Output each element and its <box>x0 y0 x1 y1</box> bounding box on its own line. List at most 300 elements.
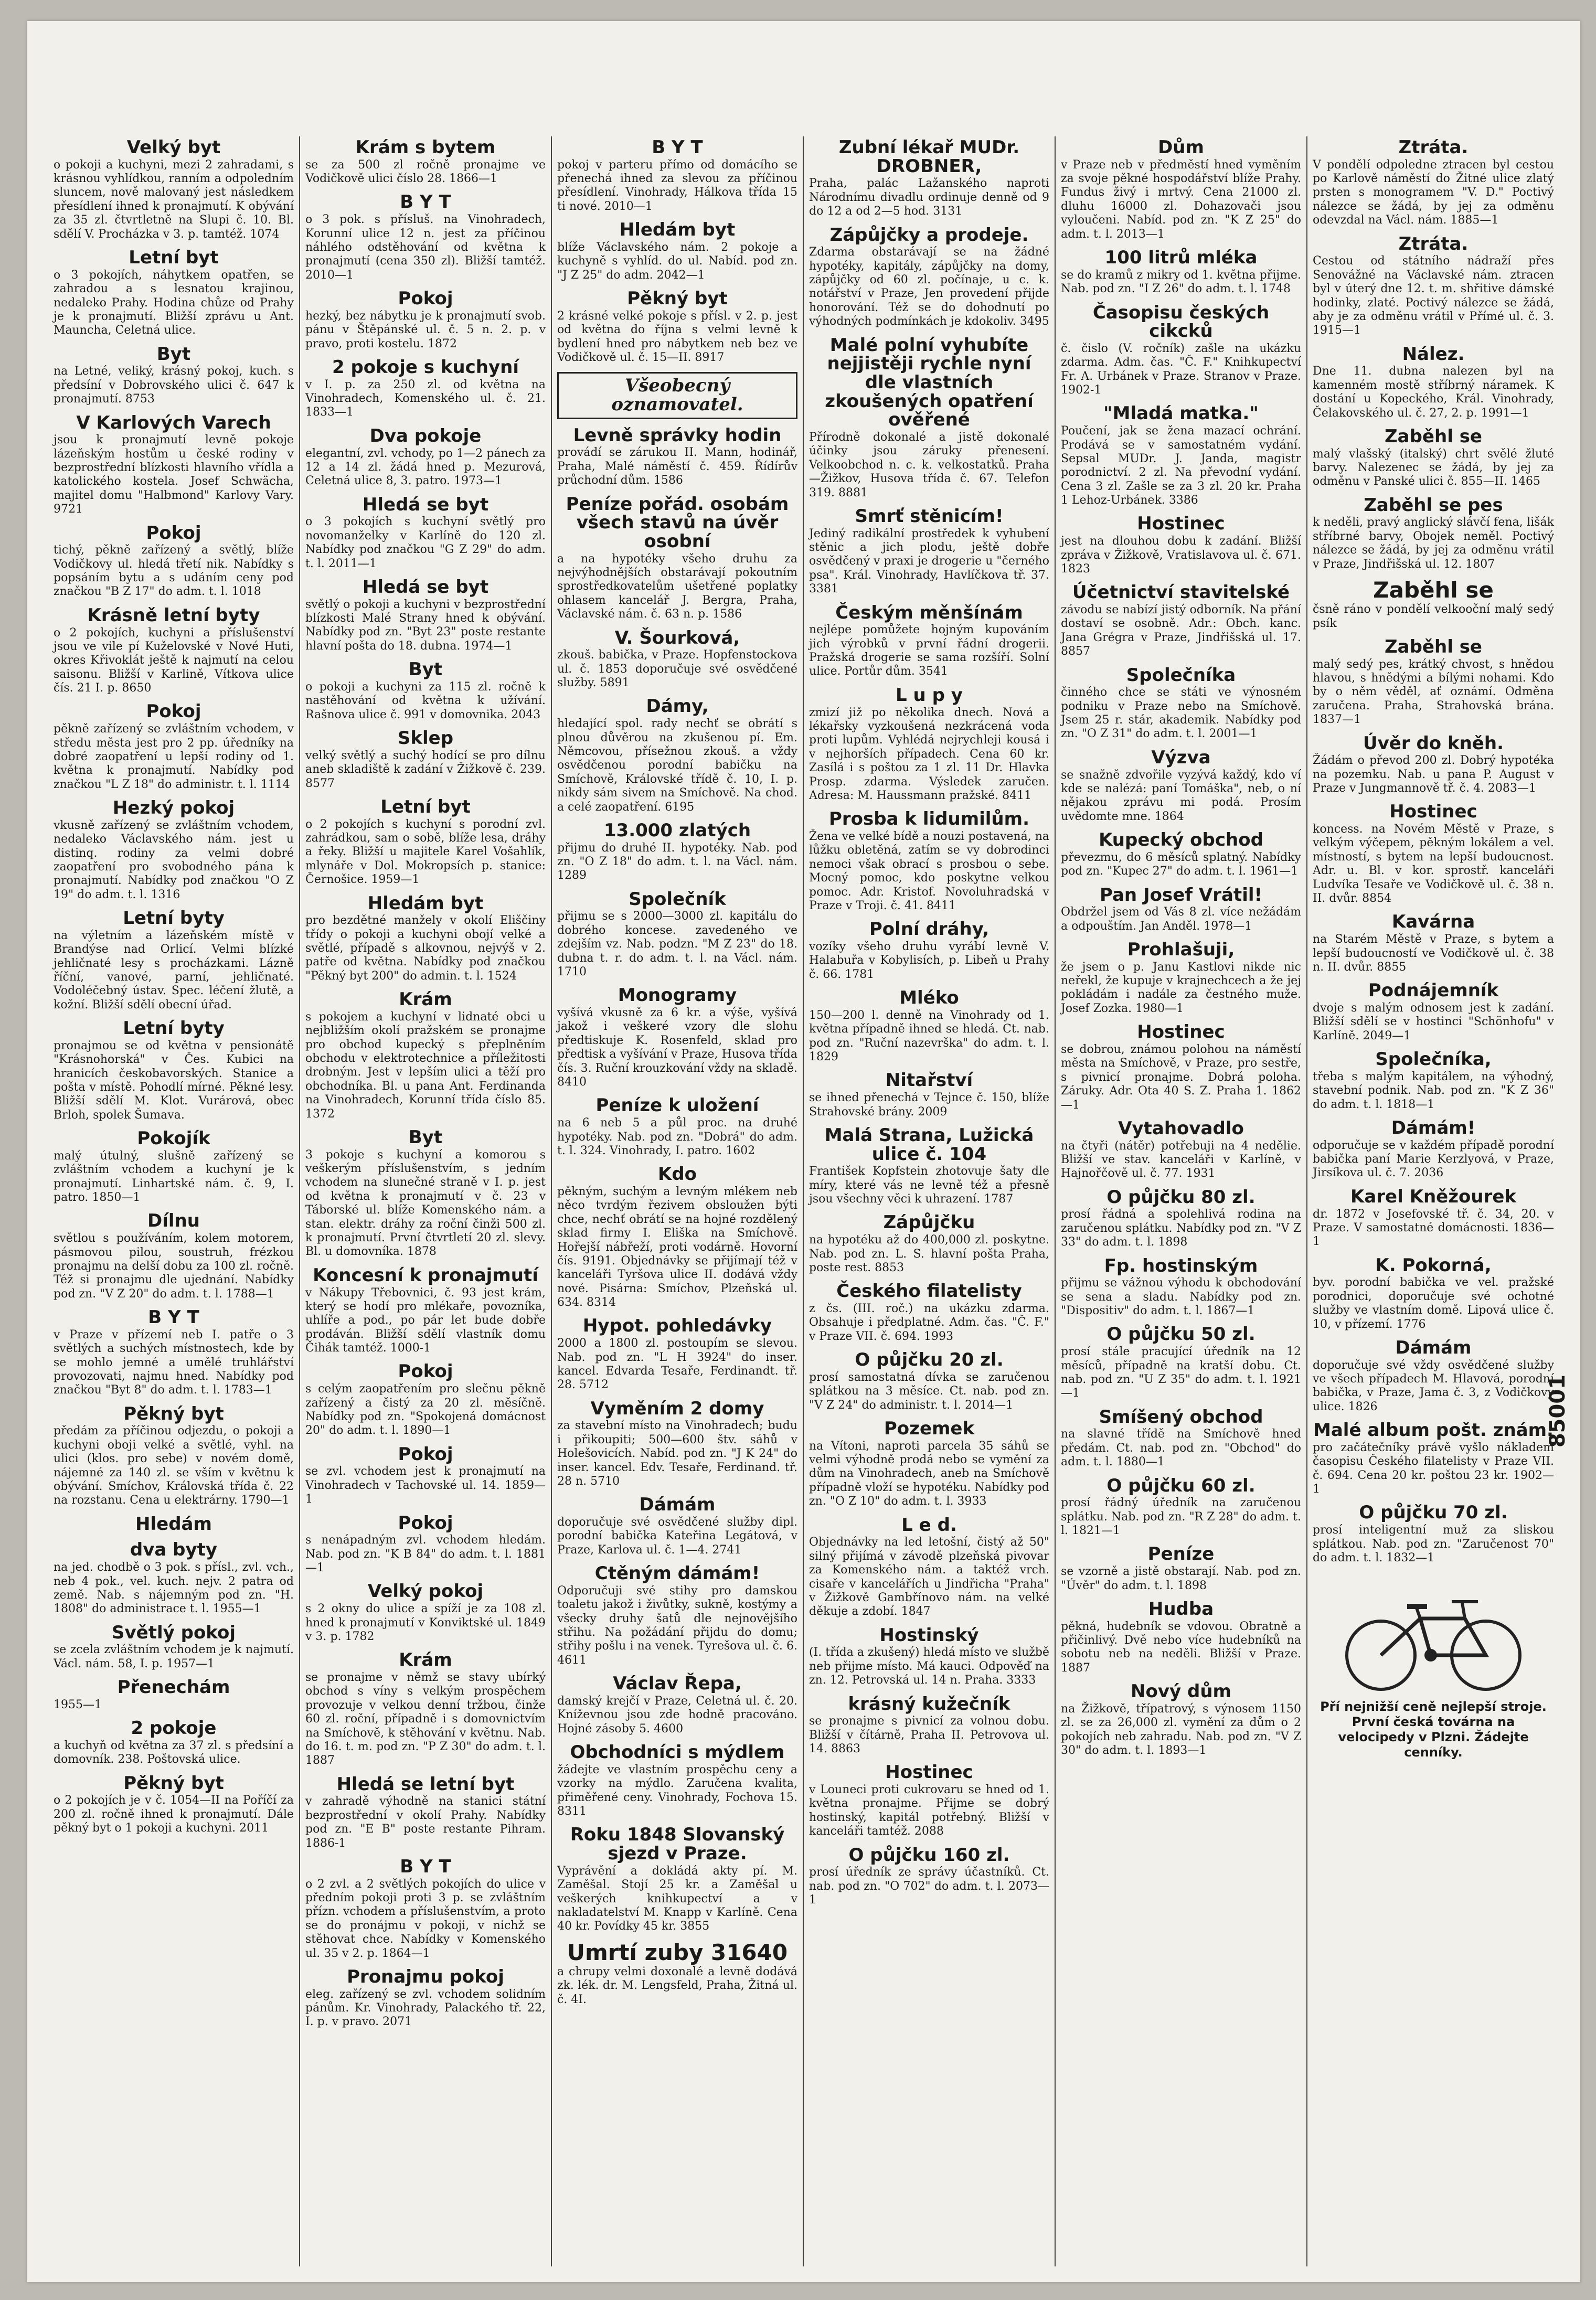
classified-ad <box>809 989 1049 1064</box>
ad-heading: Peníze <box>1147 1543 1215 1565</box>
ad-text: Obdržel jsem od Vás 8 zl. více nežádám a odpouštím. Jan Anděl. 1978—1 <box>1061 906 1301 933</box>
ad-heading: V. Šourková, <box>614 627 740 648</box>
ad-text: převezmu, do 6 měsíců splatný. Nabídky pod zn. "Kupec 27" do adm. t. l. 1961—1 <box>1061 850 1301 878</box>
classified-ad <box>557 1317 797 1392</box>
ad-heading: Pozemek <box>884 1418 975 1440</box>
classified-ad <box>305 1514 546 1575</box>
ad-text: přijmu se vážnou výhodu k obchodování se sena a sladu. Nabídky pod zn. "Dispositiv" do adm. t. l. 1867—1 <box>1061 1276 1301 1318</box>
ad-text: na slavné třídě na Smíchově hned předám. Ct. nab. pod zn. "Obchod" do adm. t. l. 1880—1 <box>1061 1428 1301 1469</box>
ad-heading: B Y T <box>400 1856 451 1877</box>
ad-heading: Pokoj <box>398 288 453 310</box>
classified-ad <box>1061 1023 1301 1112</box>
ad-heading: Hledám byt <box>619 219 736 241</box>
classified-ad <box>1313 235 1554 338</box>
classified-ad <box>305 1858 546 1961</box>
ad-text: a kuchyň od května za 37 zl. s předsíní a domovník. 238. Poštovská ulice. <box>54 1739 294 1766</box>
ad-heading: Ztráta. <box>1398 233 1469 254</box>
ad-text: o 3 pokojích, náhytkem opatřen, se zahradou a s lesnatou krajinou, nedaleko Prahy. Hodina chůze od Prahy je k pronajmutí. Bližší zprávu u Ant. Mauncha, Celetná ulice. <box>54 268 294 337</box>
ad-heading: Umrtí zuby 31640 <box>567 1939 788 1965</box>
classified-ad <box>1313 1421 1554 1496</box>
classified-ad <box>1061 1477 1301 1538</box>
ad-text: dr. 1872 v Josefovské tř. č. 34, 20. v Praze. V samostatné domácnosti. 1836—1 <box>1313 1207 1554 1249</box>
ad-text: Pří nejnižší ceně nejlepší stroje. První česká továrna na velocipedy v Plzni. Žádejte cenníky. <box>1320 1699 1547 1760</box>
ad-heading: Sklep <box>397 728 454 749</box>
ad-text: nejlépe pomůžete hojným kupováním jich výrobků v první řádní drogerii. Pražská drogerie se sama rozšíří. Solní ulice. Portůr dům. 3541 <box>809 623 1049 678</box>
ad-text: koncess. na Novém Městě v Praze, s velkým výčepem, pěkným lokálem a vel. místností, s bytem na lepší budoucnost. Adr. u. Bl. v kor. sprostř. kanceláři Ludvíka Tesaře ve Vodičkově ul. č. 38 n. II. dvůr. 8854 <box>1313 823 1554 906</box>
column-4 <box>804 136 1056 2266</box>
column-6 <box>1307 136 1559 2266</box>
classified-ad <box>1313 139 1554 228</box>
ad-text: damský krejčí v Praze, Celetná ul. č. 20. Kníževnou jsou zde hodně pracováno. Hojné zásoby 5. 4600 <box>557 1694 797 1735</box>
ad-text: na Žižkově, třípatrový, s výnosem 1150 zl. se za 26,000 zl. vymění za dům o 2 pokojích neb zahradu. Nab. pod zn. "V Z 30" do adm. t. l. 1893—1 <box>1061 1702 1301 1758</box>
ad-text: elegantní, zvl. vchody, po 1—2 pánech za 12 a 14 zl. žádá hned p. Mezurová, Celetná ulice 8, 3. patro. 1973—1 <box>305 446 546 488</box>
classified-ad <box>1313 913 1554 974</box>
ad-text: vkusně zařízený se zvláštním vchodem, nedaleko Václavského nám. jest u distinq. rodiny za velmi dobré zaopatření pro svobodného pána k pronajmutí. Nabídky pod značkou "O Z 19" do adm. t. l. 1316 <box>54 818 294 901</box>
classified-ad <box>1061 1117 1301 1181</box>
classified-ad <box>809 604 1049 679</box>
ad-heading: O půjčku 20 zl. <box>855 1349 1004 1371</box>
ad-text: přijmu se s 2000—3000 zl. kapitálu do dobrého koncese. zavedeného ve zdejším vz. Nab. podzn. "M Z 23" do 18. dubna t. r. do adm. t. l. na Václ. nám. 1710 <box>557 910 797 978</box>
ad-heading: 13.000 zlatých <box>603 819 751 841</box>
classified-ad <box>1313 1050 1554 1112</box>
ad-text: o 3 pokojích s kuchyní světlý pro novomanželky v Karlíně do 120 zl. Nabídky pod značkou "G Z 29" do adm. t. l. 2011—1 <box>305 515 546 570</box>
bicycle-illustration <box>1313 1577 1554 1697</box>
classified-ad <box>1061 139 1301 241</box>
classified-ad <box>305 290 546 351</box>
ad-heading: Velký byt <box>126 137 221 158</box>
ad-text: provádí se zárukou II. Mann, hodinář, Praha, Malé náměstí č. 459. Řídírův průchodní dům. 1586 <box>557 446 797 487</box>
classified-ad <box>1061 304 1301 398</box>
ad-heading: Časopisu českých cikcků <box>1092 302 1270 342</box>
classified-ad <box>809 686 1049 803</box>
classified-ad <box>305 1651 546 1767</box>
column-3 <box>552 136 804 2266</box>
newspaper-page <box>27 21 1580 2282</box>
ad-heading: Účetnictví stavitelské <box>1072 582 1290 603</box>
classified-ad <box>1313 579 1554 631</box>
classified-ad <box>809 1213 1049 1275</box>
classified-ad <box>809 1626 1049 1688</box>
ad-text: doporučuje své vždy osvědčené služby ve všech případech M. Hlavová, porodní babička, v Praze, Jama č. 3, z Vodičkovy ulice. 1826 <box>1313 1358 1554 1413</box>
classified-ad <box>809 1763 1049 1838</box>
ad-text: Vyprávění a dokládá akty pí. M. Zaměšal. Stojí 25 kr. a Zaměšal u veškerých knihkupectví a v nakladatelství M. Knapp v Karlíně. Cena 40 kr. Povídky 45 kr. 3855 <box>557 1864 797 1933</box>
ad-text: čsně ráno v pondělí velkooční malý sedý psík <box>1313 603 1554 630</box>
classified-ad <box>1061 1257 1301 1318</box>
ad-text: o 2 zvl. a 2 světlých pokojích do ulice v předním pokoji proti 3 p. se zvláštním přízn. vchodem a příslušenstvím, a proto se do pronájmu v pokoji, v nichž se stěhovat chce. Nabídky v Komenského ul. 35 v 2. p. 1864—1 <box>305 1877 546 1960</box>
ad-text: se snažně zdvořile vyzývá každý, kdo ví kde se nalézá: paní Tomáška", neb, o ní nějakou zprávu mi podá. Prosím uvědomte mne. 1864 <box>1061 768 1301 823</box>
classified-ad <box>305 1266 546 1356</box>
classified-ad <box>54 1212 294 1301</box>
ad-text: prosí samostatná dívka se zaručenou splátkou na 3 měsíce. Ct. nab. pod zn. "V Z 24" do administr. t. l. 2014—1 <box>809 1370 1049 1412</box>
classified-ad <box>54 1774 294 1836</box>
ad-heading: Hledám <box>135 1513 212 1535</box>
ad-heading: Pokoj <box>398 1512 453 1534</box>
ad-text: Objednávky na led letošní, čistý až 50" silný přijímá v závodě plzeňská pivovar za Komenského nám. a taktéž vrch. cisaře v kancelářích u Jindřicha "Praha" v Žižkově Gambřínovo nám. na velké děkuje a zdobí. 1847 <box>809 1536 1049 1618</box>
ad-heading: Dámám! <box>1391 1117 1476 1139</box>
ad-heading: Malá Strana, Lužická ulice č. 104 <box>824 1124 1034 1165</box>
ad-heading: Hledám byt <box>367 892 484 914</box>
ad-heading: O půjčku 50 zl. <box>1106 1324 1255 1345</box>
ad-heading: Byt <box>408 659 443 680</box>
ad-text: v I. p. za 250 zl. od května na Vinohradech, Komenského ul. č. 21. 1833—1 <box>305 378 546 419</box>
ad-heading: O půjčku 70 zl. <box>1359 1502 1508 1524</box>
ad-heading: Koncesní k pronajmutí <box>313 1264 538 1286</box>
classified-ad <box>809 1695 1049 1756</box>
ad-text: na Starém Městě v Praze, s bytem a lepší budoucností ve Vodičkově ul. č. 38 n. II. dvůr. 8855 <box>1313 933 1554 974</box>
classified-ad <box>1061 886 1301 933</box>
ad-heading: Byt <box>408 1127 443 1148</box>
ad-heading: Peníze pořád. osobám všech stavů na úvěr osobní <box>566 493 789 552</box>
ad-heading: Pokoj <box>398 1361 453 1382</box>
ad-heading: Hledá se byt <box>362 576 489 598</box>
ad-text: prosí stále pracující úředník na 12 měsíců, případně na kratší dobu. Ct. nab. pod zn. "U Z 35" do adm. t. l. 1921—1 <box>1061 1345 1301 1400</box>
classified-ad <box>809 507 1049 597</box>
ad-heading: Fp. hostinským <box>1104 1255 1258 1276</box>
classified-ad <box>305 892 546 984</box>
ad-heading: Pan Josef Vrátil! <box>1099 884 1263 906</box>
classified-ad <box>809 810 1049 913</box>
classified-ad <box>1313 1572 1554 1760</box>
classified-ad <box>557 629 797 690</box>
classified-ad <box>557 1941 797 2007</box>
ad-heading: Nález. <box>1402 343 1465 365</box>
column-2 <box>300 136 552 2266</box>
ad-text: dvoje s malým odnosem jest k zadání. Bližší sdělí se v hostinci "Schönhofu" v Karlíně. 2049—1 <box>1313 1001 1554 1042</box>
ad-text: Žena ve velké bídě a nouzi postavená, na lůžku obletěná, zatím se vy dobrodinci nemoci však obrací s prosbou o sebe. Mocný pomoc, kdo poskytne velkou pomoc. Adr. Kristof. Novoluhradská v Praze v Troji. č. 41. 8411 <box>809 829 1049 912</box>
ad-text: zmizí již po několika dnech. Nová a lékařsky vyzkoušená nezkrácená voda proti lupům. Vyhlédá nejrychleji kousá i v nejhorších případech. Cena 60 kr. Zasílá i s poštou za 1 zl. 11 Dr. Hlavka Prosp. zdarma. Výsledek zaručen. Adresa: M. Haussmann pražské. 8411 <box>809 706 1049 802</box>
ad-text: 2 krásné velké pokoje s přísl. v 2. p. jest od května do října s velmi levně k bydlení hned pro nábytkem neb bez ve Vodičkově ul. č. 15—II. 8917 <box>557 309 797 364</box>
ad-heading: Dům <box>1158 137 1204 158</box>
ad-heading: Smrť stěnicím! <box>855 505 1004 527</box>
ad-text: světlou s používáním, kolem motorem, pásmovou pilou, soustruh, frézkou pronajmu na delší dobu za 100 zl. ročně. Též si pronajmu dle ujednání. Nabídky pod zn. "V Z 20" do adm. t. l. 1788—1 <box>54 1232 294 1301</box>
ad-heading: Hostinec <box>1389 801 1477 823</box>
ad-text: hledající spol. rady nechť se obrátí s plnou důvěrou na zkušenou pí. Em. Němcovou, přísežnou zkouš. a vždy osvědčenou porodní babičku na Smíchově, Královské třídě č. 10, I. p. nikdy sám sivem na Smíchově. Na chod. a celé zaopatření. 6195 <box>557 717 797 814</box>
ad-heading: 2 pokoje <box>131 1718 217 1739</box>
ad-heading: Kdo <box>657 1164 697 1185</box>
ad-text: č. čislo (V. ročník) zašle na ukázku zdarma. Adm. čas. "Č. F." Knihkupectví Fr. A. Urbánek v Praze. Stranov v Praze. 1902-1 <box>1061 342 1301 397</box>
ad-text: (I. třída a zkušený) hledá místo ve službě neb přijme místo. Má kauci. Odpověď na zn. 12. Petrovská ul. 14 n. Praha. 3333 <box>809 1646 1049 1687</box>
classified-ad <box>1313 1119 1554 1180</box>
ad-text: se do kramů z mikry od 1. května přijme. Nab. pod zn. "I Z 26" do adm. t. l. 1748 <box>1061 268 1301 296</box>
classified-ad <box>557 372 797 419</box>
ad-text: Praha, palác Lažanského naproti Národnímu divadlu ordinuje denně od 9 do 12 a od 2—5 hod. 3131 <box>809 177 1049 218</box>
ad-text: pokoj v parteru přímo od domácího se přenechá ihned za slevou za příčinou přesídlení. Vinohrady, Hálkova třída 15 ti nové. 2010—1 <box>557 158 797 213</box>
ad-text: František Kopfstein zhotovuje šaty dle míry, které vás ne levně též a přesně jsou všechny věci k uhrazení. 1787 <box>809 1165 1049 1206</box>
classified-ad <box>1061 404 1301 507</box>
ad-heading: O půjčku 80 zl. <box>1106 1186 1255 1208</box>
ad-text: pěkná, hudebník se vdovou. Obratně a přičinlivý. Dvě nebo více hudebníků na sobotu neb na neděli. Bližší v Praze. 1887 <box>1061 1620 1301 1675</box>
classified-ad <box>305 358 546 420</box>
classified-ad <box>809 920 1049 982</box>
ad-heading: Zaběhl se <box>1385 425 1482 447</box>
ad-heading: Dílnu <box>147 1210 200 1232</box>
classified-ad <box>1313 425 1554 489</box>
classified-ad <box>1061 1408 1301 1470</box>
ad-heading: Peníze k uložení <box>595 1095 759 1116</box>
ad-text: Cestou od státního nádraží přes Senovážné na Václavské nám. ztracen byl v úterý dne 12. t. m. shřitive dámské hodinky, zlaté. Poctivý nálezce se žádá, aby je za odměnu vrátil v Přímé ul. č. 3. 1915—1 <box>1313 254 1554 337</box>
classified-ad <box>809 226 1049 329</box>
ad-text: o 3 pok. s přísluš. na Vinohradech, Korunní ulice 12 n. jest za příčinou náhlého odstěhování od května k pronajmutí (cena 350 zl). Bližší tamtéž. 2010—1 <box>305 213 546 282</box>
ad-heading: Roku 1848 Slovanský sjezd v Praze. <box>570 1824 785 1865</box>
classified-ad <box>54 1624 294 1671</box>
classified-ad <box>1313 1339 1554 1414</box>
classified-ad <box>54 1405 294 1508</box>
classified-ad <box>305 1445 546 1507</box>
classified-ad <box>54 345 294 407</box>
ad-heading: Ctěným dámám! <box>594 1563 760 1584</box>
ad-text: malý útulný, slušně zařízený se zvláštním vchodem a kuchyní je k pronajmutí. Linhartské nám. č. 9, I. patro. 1850—1 <box>54 1149 294 1205</box>
classified-ad <box>54 1515 294 1534</box>
side-number: 85001 <box>1546 1375 1570 1448</box>
classified-ad <box>557 1496 797 1557</box>
classified-ad <box>1061 666 1301 741</box>
classified-ad <box>54 1019 294 1122</box>
ad-heading: Výzva <box>1151 747 1211 768</box>
ad-text: prosí řádná a spolehlivá rodina na zaručenou splátku. Nabídky pod zn. "V Z 33" do adm. t. l. 1898 <box>1061 1208 1301 1249</box>
ad-text: jest na dlouhou dobu k zadání. Bližší zpráva v Žižkově, Vratislavova ul. č. 671. 1823 <box>1061 535 1301 576</box>
classified-ad <box>1313 1504 1554 1565</box>
ad-heading: Všeobecný oznamovatel. <box>557 372 797 419</box>
classified-ad <box>1061 941 1301 1016</box>
classified-ad <box>54 414 294 517</box>
classified-ad <box>1313 345 1554 420</box>
ad-text: k neděli, pravý anglický slávčí fena, lišák stříbrné barvy, Obojek neměl. Poctivý nálezce se žádá, by jej za odměnu vrátil v Praze, Jindřišská ul. 12. 1807 <box>1313 516 1554 571</box>
ad-text: tichý, pěkně zařízený a světlý, blíže Vodičkovy ul. hledá třetí nik. Nabídky s popsáním bytu a s udáním ceny pod značkou "B Z 17" do adm. t. l. 1018 <box>54 544 294 599</box>
classified-ad <box>1061 749 1301 824</box>
ad-heading: Levně správky hodin <box>573 424 782 446</box>
classified-ad <box>1313 1254 1554 1332</box>
ad-text: 3 pokoje s kuchyní a komorou s veškerým příslušenstvím, s jedním vchodem na slunečné straně v I. p. jest od května k pronajmutí v č. 23 v Táborské ul. blíže Komenského nám. a stan. elektr. dráhy za roční činži 500 zl. k pronajmutí. První čtvrtletí 20 zl. slevy. Bl. u domovníka. 1878 <box>305 1148 546 1259</box>
classified-ad <box>54 139 294 241</box>
ad-heading: Zápůjčky a prodeje. <box>829 224 1029 246</box>
ad-text: na čtyři (nátěr) potřebuji na 4 nedělie. Bližší ve stav. kanceláři v Karlíně, v Hajnořčově ul. č. 77. 1931 <box>1061 1139 1301 1180</box>
ad-text: s 2 okny do ulice a spíží je za 108 zl. hned k pronajmutí v Konviktské ul. 1849 v 3. p. 1782 <box>305 1602 546 1643</box>
ad-text: 150—200 l. denně na Vinohrady od 1. května případně ihned se hledá. Ct. nab. pod zn. "Ruční nazevrška" do adm. t. l. 1829 <box>809 1008 1049 1064</box>
ad-heading: Prohlašuji, <box>1127 939 1235 961</box>
ad-heading: Karel Kněžourek <box>1350 1186 1516 1207</box>
ad-text: vyšívá vkusně za 6 kr. a výše, vyšívá jakož i veškeré vzory dle slohu předtiskuje K. Rosenfeld, sklad pro předtisk a vyšívání v Praze, Husova třída čís. 3. Ruční krouzkování vždy na skladě. 8410 <box>557 1006 797 1089</box>
ad-heading: Pokoj <box>146 522 201 544</box>
ad-heading: Pokoj <box>398 1443 453 1465</box>
ad-heading: Hledá se byt <box>362 494 489 515</box>
ad-heading: Prosba k lidumilům. <box>829 808 1029 830</box>
classified-ad <box>1061 1683 1301 1758</box>
ad-text: se vzorně a jistě obstarají. Nab. pod zn. "Úvěr" do adm. t. l. 1898 <box>1061 1565 1301 1592</box>
ad-text: velký světlý a suchý hodící se pro dílnu aneb skladiště k zadání v Žižkově č. 239. 8577 <box>305 749 546 790</box>
classified-ad <box>1313 1188 1554 1249</box>
classified-ad <box>305 729 546 791</box>
ad-text: žádejte ve vlastním prospěchu ceny a vzorky na mýdlo. Zaručena kvalita, přiměřené ceny. Vinohrady, Fochova 15. 8311 <box>557 1763 797 1818</box>
classified-ad <box>1061 249 1301 296</box>
classified-ad <box>54 1678 294 1712</box>
ad-heading: B Y T <box>400 191 451 213</box>
ad-text: třeba s malým kapitálem, na výhodný, stavební podnik. Nab. pod zn. "K Z 36" do adm. t. l. 1818—1 <box>1313 1070 1554 1111</box>
ad-heading: B Y T <box>652 137 703 158</box>
classified-ad <box>557 424 797 488</box>
ad-heading: O půjčku 160 zl. <box>848 1844 1010 1866</box>
ad-text: hezký, bez nábytku je k pronajmutí svob. pánu v Štěpánské ul. č. 5 n. 2. p. v pravo, proti kostelu. 1872 <box>305 309 546 350</box>
ad-text: pěkně zařízený se zvláštním vchodem, v středu města jest pro 2 pp. úředníky na dobré zaopatření u lepší rodiny od 1. května k pronajmutí. Nabídky pod značkou "L Z 18" do administr. t. l. 1114 <box>54 722 294 791</box>
classified-ad <box>1313 638 1554 727</box>
ad-heading: L u p y <box>896 684 963 706</box>
ad-text: z čs. (III. roč.) na ukázku zdarma. Obsahuje i předplatné. Adm. čas. "Č. F." v Praze VII. č. 694. 1993 <box>809 1302 1049 1343</box>
ad-heading: O půjčku 60 zl. <box>1106 1475 1255 1496</box>
ad-text: blíže Václavského nám. 2 pokoje a kuchyně s vyhlíd. do ul. Nabíd. pod zn. "J Z 25" do adm. 2042—1 <box>557 240 797 282</box>
ad-text: na Letné, veliký, krásný pokoj, kuch. s předsíní v Dobrovského ulici č. 647 k pronajmutí. 8753 <box>54 365 294 406</box>
ad-text: byv. porodní babička ve vel. pražské porodnici, doporučuje své ochotné služby ve vlastním domě. Lipová ulice č. 10, v přízemí. 1776 <box>1313 1276 1554 1331</box>
classified-ad <box>809 1282 1049 1344</box>
ad-text: se pronajme s pivnicí za volnou dobu. Bližší v čítárně, Praha II. Petrovova ul. 14. 8863 <box>809 1715 1049 1756</box>
ad-heading: Českým měnšínám <box>835 602 1023 623</box>
ad-text: že jsem o p. Janu Kastlovi nikde nic neřekl, že kupuje v krajnechcech a že jej pokládám i nadále za čestného muže. Josef Zozka. 1980—1 <box>1061 960 1301 1015</box>
ad-text: o pokoji a kuchyni za 115 zl. ročně k nastěhování od května k užívání. Rašnova ulice č. 991 v domovnika. 2043 <box>305 680 546 721</box>
ad-text: pro bezdětné manžely v okolí Eliščiny třídy o pokoji a kuchyni obojí velké a světlé, případě s alkovnou, nejvýš v 2. patře od května. Nabídky pod značkou "Pěkný byt 200" do admin. t. l. 1524 <box>305 914 546 983</box>
classified-ad <box>557 697 797 814</box>
classified-ad <box>54 1719 294 1766</box>
ad-heading: K. Pokorná, <box>1375 1254 1492 1276</box>
ad-heading: Letní byt <box>129 247 219 269</box>
ad-text: o 2 pokojích s kuchyní s porodní zvl. zahrádkou, sam o sobě, blíže lesa, dráhy a řeky. Bližší u majitele Karel Vošahlík, mlynáře v Dol. Mokropsích p. stanice: Černošice. 1959—1 <box>305 817 546 887</box>
classified-ad <box>305 427 546 488</box>
ad-heading: Kupecký obchod <box>1099 829 1263 851</box>
ad-text: s pokojem a kuchyní v lidnaté obci u nejbližším okolí pražském se pronajme pro obchod kupecký s přeplněním obchodu v elektrotechnice a příležitosti drobným. Jest v lepším ulici a těží pro obchodníka. Bl. u pana Ant. Ferdinanda na Vinohradech, Korunní třída číslo 85. 1372 <box>305 1010 546 1121</box>
classified-ad <box>809 336 1049 500</box>
classified-ad <box>1313 982 1554 1043</box>
ad-heading: Hypot. pohledávky <box>582 1315 772 1337</box>
ad-text: odporučuje se v každém případě porodní babička paní Marie Kerzlyová, v Praze, Jirsíkova ul. č. 7. 2036 <box>1313 1138 1554 1180</box>
ad-text: na 6 neb 5 a půl proc. na druhé hypotéky. Nab. pod zn. "Dobrá" do adm. t. l. 324. Vinohrady, I. patro. 1602 <box>557 1116 797 1157</box>
classified-ad <box>809 1420 1049 1509</box>
ad-heading: Pěkný byt <box>123 1772 224 1794</box>
classified-ad <box>557 1675 797 1736</box>
ad-heading: Zaběhl se <box>1373 577 1494 603</box>
ad-heading: Hostinský <box>879 1624 979 1646</box>
ad-text: předám za příčinou odjezdu, o pokoji a kuchyni oboji velké a světlé, vyhl. na ulici (klos. pro sebe) v novém domě, nájemné za 140 zl. se vším v květnu k obývání. Smíchov, Královská třída č. 22 na rozstanu. Cena u elektrárny. 1790—1 <box>54 1424 294 1507</box>
classified-ad <box>809 139 1049 219</box>
ad-heading: Pronajmu pokoj <box>347 1966 504 1987</box>
ad-heading: Hledá se letní byt <box>336 1773 515 1795</box>
classified-ad <box>305 1362 546 1438</box>
ad-text: a chrupy velmi doxonalé a levně dodává zk. lék. dr. M. Lengsfeld, Praha, Žitná ul. č. 4I. <box>557 1965 797 2006</box>
ad-text: Zdarma obstarávají se na žádné hypotéky, kapitály, zápůjčky na domy, zápůjčky od 60 zl. počínaje, u c. k. notářství v Praze, Jen provedení přijde honorování. Též se do dohodnutí po výhodných podmínkách je kdokoliv. 3495 <box>809 246 1049 328</box>
ad-text: eleg. zařízený se zvl. vchodem solidním pánům. Kr. Vinohrady, Palackého tř. 22, I. p. v pravo. 2071 <box>305 1987 546 2029</box>
ad-text: malý sedý pes, krátký chvost, s hnědou hlavou, s hnědými a bílými nohami. Kdo by o něm věděl, ať oznámí. Odměna zaručena. Praha, Strahovská brána. 1837—1 <box>1313 657 1554 727</box>
classified-ad <box>1061 1545 1301 1592</box>
classified-ad <box>557 1743 797 1818</box>
classified-ad <box>54 1130 294 1205</box>
ad-text: v Louneci proti cukrovaru se hned od 1. května pronajme. Přijme se dobrý hostinský, kapitál potřebný. Bližší v kanceláři tamtéž. 2088 <box>809 1783 1049 1838</box>
ad-heading: Hostinec <box>885 1762 973 1783</box>
classified-ad <box>809 1351 1049 1412</box>
ad-heading: Vyměním 2 domy <box>590 1398 764 1419</box>
ad-heading: 100 litrů mléka <box>1104 247 1258 269</box>
ad-heading: Zaběhl se pes <box>1364 494 1503 516</box>
ad-heading: Pěkný byt <box>627 288 728 310</box>
classified-ad <box>54 606 294 696</box>
classified-ad <box>305 1968 546 2029</box>
classified-ad <box>809 1126 1049 1207</box>
classified-ad <box>1061 831 1301 878</box>
ad-text: se za 500 zl ročně pronajme ve Vodičkově ulici číslo 28. 1866—1 <box>305 158 546 186</box>
ad-heading: Ztráta. <box>1398 137 1469 158</box>
ad-heading: Zaběhl se <box>1385 636 1482 657</box>
ad-text: v Praze v přízemí neb I. patře o 3 světlých a suchých místnostech, kde by se mohlo jemné a umělé truhlářství provozovati, najmu hned. Nabídky pod značkou "Byt 8" do adm. t. l. 1783—1 <box>54 1328 294 1397</box>
ad-text: se zvl. vchodem jest k pronajmutí na Vinohradech v Tachovské ul. 14. 1859—1 <box>305 1465 546 1506</box>
ad-heading: dva byty <box>130 1539 218 1561</box>
classified-ad <box>557 1564 797 1667</box>
classified-ad <box>809 1846 1049 1908</box>
ad-heading: Smíšený obchod <box>1099 1406 1263 1428</box>
ad-heading: B Y T <box>148 1307 199 1328</box>
classified-ad <box>305 798 546 887</box>
column-1 <box>48 136 300 2266</box>
ad-text: v Nákupy Třebovnici, č. 93 jest krám, který se hodí pro mlékaře, povozníka, uhlíře a pod., po pár let bude dobře prodáván. Bližší sdělí vlastník domu Čihák tamtéž. 1000-1 <box>305 1286 546 1355</box>
ad-heading: Monogramy <box>618 985 737 1006</box>
classified-ad <box>557 1096 797 1158</box>
ad-heading: Mléko <box>899 987 959 1009</box>
ad-heading: Krám <box>399 1649 452 1671</box>
classified-ad <box>809 1071 1049 1119</box>
classified-ad <box>54 909 294 1012</box>
ad-text: světlý o pokoji a kuchyni v bezprostřední blízkosti Malé Strany hned k obývání. Nabídky pod zn. "Byt 23" poste restante hlavní pošta do 18. dubna. 1974—1 <box>305 598 546 653</box>
ad-text: prosí inteligentní muž za sliskou splátkou. Nab. pod zn. "Zaručenost 70" do adm. t. l. 1832—1 <box>1313 1524 1554 1564</box>
ad-text: závodu se nabízí jistý odborník. Na přání dostaví se osobně. Adr.: Obch. kanc. Jana Grégra v Praze, Jindřišská ul. 17. 8857 <box>1061 603 1301 658</box>
classified-ad <box>557 290 797 365</box>
classified-ad <box>54 702 294 792</box>
classified-ad <box>557 1400 797 1489</box>
classified-ad <box>557 819 797 883</box>
classified-ad <box>305 193 546 282</box>
ad-text: činného chce se státi ve výnosném podniku v Praze nebo na Smíchově. Jsem 25 r. stár, akademik. Nabídky pod zn. "O Z 31" do adm. t. l. 2001—1 <box>1061 686 1301 741</box>
ad-heading: Světlý pokoj <box>111 1622 236 1643</box>
column-5 <box>1056 136 1307 2266</box>
classified-ad <box>557 495 797 622</box>
classified-ad <box>305 991 546 1121</box>
ad-text: na výletním a lázeňském místě v Brandýse nad Orlicí. Velmi blízké jehličnaté lesy s procházkami. Lázně říční, vanové, parní, jehličnaté. Vodoléčebný ústav. Spec. léčení žlutě, a kožní. Bližší sdělí obecní úřad. <box>54 929 294 1011</box>
ad-text: pěkným, suchým a levným mlékem neb něco tvrdým řezivem obsloužen býti chce, nechť obrátí se na hojné rozdělený sklad firmy I. Eliška na Smíchově. Hořejší nábřeží, proti vodárně. Hovorní čís. 9191. Objednávky se přijímají též v kanceláři Tyršova ulice II. dodává vždy nové. Pisárna: Smíchov, Plzeňská ul. 634. 8314 <box>557 1185 797 1309</box>
ad-text: Dne 11. dubna nalezen byl na kamenném mostě stříbrný náramek. K dostání u Kopeckého, Král. Vinohrady, Čelakovského ul. č. 27, 2. p. 1991—1 <box>1313 365 1554 420</box>
classified-ad <box>305 1775 546 1850</box>
classified-ad <box>1061 583 1301 658</box>
ad-text: malý vlašský (italský) chrt svělé žluté barvy. Nalezenec se žádá, by jej za odměnu v Panské ulici č. 855—II. 1465 <box>1313 447 1554 488</box>
ad-text: V pondělí odpoledne ztracen byl cestou po Karlově náměstí do Žitné ulice zlatý prsten s monogramem "V. D." Poctivý nálezce se žádá, by jej za odměnu odevzdal na Václ. nám. 1885—1 <box>1313 158 1554 227</box>
ad-heading: Dámám <box>639 1494 716 1516</box>
ad-heading: Nový dům <box>1131 1681 1231 1702</box>
classified-ad <box>305 578 546 653</box>
ad-heading: Václav Řepa, <box>613 1673 742 1695</box>
ad-heading: Krám <box>399 989 452 1010</box>
ad-text: se pronajme v němž se stavy ubírký obchod s víny s velkým prospěchem provozuje v velkou denní tržbou, činže 60 zl. roční, případně i s domovnictvím na Smíchově, k stěhování v květnu. Nab. do 16. t. m. pod zn. "P Z 30" do adm. t. l. 1887 <box>305 1670 546 1767</box>
ad-heading: Hudba <box>1148 1598 1214 1620</box>
ad-heading: Dámy, <box>646 696 709 717</box>
ad-text: na hypotéku až do 400,000 zl. poskytne. Nab. pod zn. L. S. hlavní pošta Praha, poste rest. 8853 <box>809 1233 1049 1274</box>
ad-heading: V Karlových Varech <box>76 412 271 433</box>
ad-text: o pokoji a kuchyni, mezi 2 zahradami, s krásnou vyhlídkou, ranním a odpoledním sluncem, nově malovaný jest následkem přesídlení ihned k pronajmutí. K obývání za 35 zl. čtvrtletně na Slupi č. 10. Bl. sdělí V. Procházka v 3. p. tamtéž. 1074 <box>54 158 294 241</box>
classified-ad <box>54 1541 294 1616</box>
ad-text: se dobrou, známou polohou na náměstí města na Smíchově, v Praze, pro sestře, s pivnicí pronajme. Dobrá poloha. Záruky. Adr. Ota 40 S. Z. Praha 1. 1862—1 <box>1061 1042 1301 1112</box>
classified-ad <box>1061 1188 1301 1250</box>
ad-text: Poučení, jak se žena mazací ochrání. Prodává se v samostatném vydání. Sepsal MUDr. J. Janda, magistr porodnictví. 2 zl. Na převodní vydání. Cena 3 zl. Zašle se za 3 zl. 20 kr. Praha 1 Lehoz-Urbánek. 3386 <box>1061 424 1301 507</box>
ad-text: na Vítoni, naproti parcela 35 sáhů se velmi výhodně prodá nebo se vymění za dům na Vinohradech, aneb na Smíchově případně vloží se hypotéku. Nabídky pod zn. "O Z 10" do adm. t. l. 3933 <box>809 1439 1049 1508</box>
classified-ad <box>557 890 797 979</box>
classified-ad <box>557 986 797 1089</box>
classified-ad <box>54 249 294 338</box>
ad-heading: Polní dráhy, <box>869 919 989 940</box>
classified-ad <box>305 1128 546 1259</box>
ad-text: a na hypotéky všeho druhu za nejvýhodnějších obstarávají pokoutním sprostředkovatelům ušetřené poplatky ohlasem kancelář J. Bergra, Praha, Václavské nám. č. 63 n. p. 1586 <box>557 552 797 621</box>
ad-heading: Úvěr do kněh. <box>1363 732 1504 754</box>
ad-heading: Společník <box>629 888 726 910</box>
